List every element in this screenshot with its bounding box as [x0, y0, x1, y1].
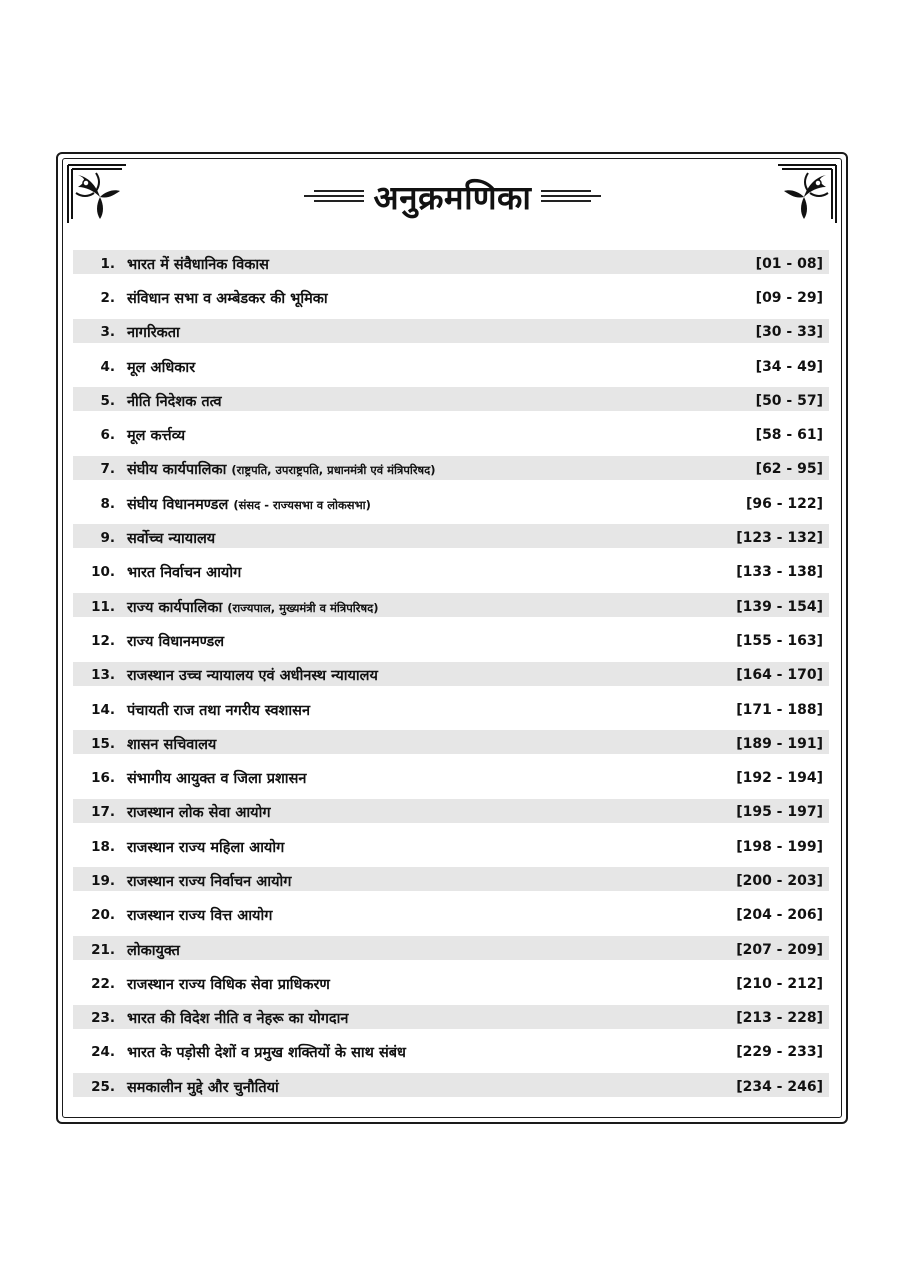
toc-row [73, 694, 829, 728]
chapter-title-main: शासन सचिवालय [127, 736, 217, 753]
chapter-title [127, 734, 216, 754]
page-range: [01 - 08] [755, 255, 823, 272]
chapter-title [127, 700, 310, 720]
page-range: [164 - 170] [736, 667, 823, 684]
chapter-title-main: राजस्थान राज्य निर्वाचन आयोग [127, 873, 292, 890]
chapter-number: 25. [91, 1078, 115, 1095]
chapter-number: 14. [91, 701, 115, 718]
toc-row [73, 351, 829, 385]
chapter-title-main: लोकायुक्त [127, 942, 180, 959]
chapter-title [127, 837, 284, 857]
chapter-number: 11. [91, 598, 115, 615]
toc-row [73, 1037, 829, 1071]
toc-row [73, 968, 829, 1002]
page-range: [123 - 132] [736, 530, 823, 547]
chapter-title [127, 631, 224, 651]
toc-row [73, 797, 829, 831]
chapter-title [127, 357, 195, 377]
toc-row [73, 317, 829, 351]
page-range: [155 - 163] [736, 632, 823, 649]
chapter-number: 4. [100, 358, 115, 375]
title-rule-right [541, 190, 601, 202]
chapter-number: 8. [100, 495, 115, 512]
chapter-title [127, 391, 222, 411]
chapter-title [127, 871, 291, 891]
toc-row [73, 454, 829, 488]
chapter-number: 16. [91, 770, 115, 787]
toc-row [73, 522, 829, 556]
page-title: अनुक्रमणिका [373, 177, 532, 217]
chapter-title [127, 665, 378, 685]
page-range: [58 - 61] [755, 427, 823, 444]
row-shading [73, 319, 829, 343]
chapter-title [127, 1008, 348, 1028]
chapter-number: 17. [91, 804, 115, 821]
chapter-title-main: नागरिकता [127, 325, 180, 342]
chapter-title-main: राजस्थान लोक सेवा आयोग [127, 805, 271, 822]
page-range: [30 - 33] [755, 324, 823, 341]
chapter-number: 13. [91, 667, 115, 684]
chapter-title-main: भारत की विदेश नीति व नेहरू का योगदान [127, 1011, 349, 1028]
chapter-title [127, 905, 272, 925]
table-of-contents [73, 248, 829, 1105]
toc-row [73, 660, 829, 694]
chapter-title-main: संविधान सभा व अम्बेडकर की भूमिका [127, 290, 328, 307]
page-range: [34 - 49] [755, 358, 823, 375]
chapter-title [127, 562, 241, 582]
toc-row [73, 900, 829, 934]
chapter-title-main: राजस्थान राज्य महिला आयोग [127, 839, 285, 856]
page-range: [213 - 228] [736, 1010, 823, 1027]
chapter-title-main: सर्वोच्च न्यायालय [127, 531, 216, 548]
page-range: [200 - 203] [736, 872, 823, 889]
chapter-title [127, 494, 371, 514]
chapter-number: 22. [91, 975, 115, 992]
chapter-number: 5. [100, 392, 115, 409]
toc-row [73, 1071, 829, 1105]
page-range: [210 - 212] [736, 975, 823, 992]
chapter-number: 24. [91, 1044, 115, 1061]
page-range: [139 - 154] [736, 598, 823, 615]
toc-row [73, 625, 829, 659]
chapter-title [127, 254, 269, 274]
chapter-title-main: संभागीय आयुक्त व जिला प्रशासन [127, 771, 307, 788]
toc-row [73, 762, 829, 796]
page-range: [50 - 57] [755, 392, 823, 409]
chapter-title-main: संघीय कार्यपालिका [127, 462, 227, 479]
chapter-number: 6. [100, 427, 115, 444]
chapter-title [127, 597, 378, 617]
page-range: [133 - 138] [736, 564, 823, 581]
chapter-title [127, 1042, 406, 1062]
chapter-title [127, 459, 436, 479]
toc-row [73, 591, 829, 625]
toc-row [73, 728, 829, 762]
toc-row [73, 934, 829, 968]
chapter-title [127, 1077, 279, 1097]
chapter-title-main: राजस्थान राज्य विधिक सेवा प्राधिकरण [127, 976, 330, 993]
toc-row [73, 385, 829, 419]
chapter-title [127, 528, 215, 548]
page-range: [204 - 206] [736, 907, 823, 924]
row-shading [73, 421, 829, 445]
chapter-title-main: भारत के पड़ोसी देशों व प्रमुख शक्तियों के साथ संबंध [127, 1045, 406, 1062]
chapter-title-main: राजस्थान उच्च न्यायालय एवं अधीनस्थ न्यायालय [127, 668, 378, 685]
page-range: [62 - 95] [755, 461, 823, 478]
chapter-number: 7. [100, 461, 115, 478]
chapter-number: 19. [91, 872, 115, 889]
chapter-number: 12. [91, 632, 115, 649]
toc-row [73, 419, 829, 453]
page-range: [198 - 199] [736, 838, 823, 855]
toc-row [73, 248, 829, 282]
page-range: [09 - 29] [755, 289, 823, 306]
chapter-title [127, 425, 185, 445]
page-range: [192 - 194] [736, 770, 823, 787]
chapter-title-main: राज्य विधानमण्डल [127, 633, 225, 650]
page-range: [189 - 191] [736, 735, 823, 752]
chapter-title-main: संघीय विधानमण्डल [127, 496, 229, 513]
chapter-title-main: राज्य कार्यपालिका [127, 599, 223, 616]
chapter-number: 10. [91, 564, 115, 581]
chapter-number: 23. [91, 1010, 115, 1027]
toc-row [73, 831, 829, 865]
chapter-subtitle: (राज्यपाल, मुख्यमंत्री व मंत्रिपरिषद) [227, 600, 379, 615]
chapter-title [127, 802, 271, 822]
toc-row [73, 488, 829, 522]
chapter-subtitle: (राष्ट्रपति, उपराष्ट्रपति, प्रधानमंत्री एवं मंत्रिपरिषद) [231, 463, 436, 478]
chapter-title-main: मूल कर्त्तव्य [127, 428, 186, 445]
chapter-number: 15. [91, 735, 115, 752]
page-range: [171 - 188] [736, 701, 823, 718]
chapter-title [127, 974, 330, 994]
chapter-title [127, 768, 306, 788]
chapter-title-main: पंचायती राज तथा नगरीय स्वशासन [127, 702, 311, 719]
toc-row [73, 282, 829, 316]
chapter-number: 21. [91, 941, 115, 958]
chapter-number: 1. [100, 255, 115, 272]
chapter-title-main: भारत में संवैधानिक विकास [127, 256, 269, 273]
chapter-title-main: मूल अधिकार [127, 359, 196, 376]
chapter-number: 9. [100, 530, 115, 547]
chapter-title-main: भारत निर्वाचन आयोग [127, 565, 242, 582]
chapter-number: 2. [100, 289, 115, 306]
toc-row [73, 557, 829, 591]
chapter-title [127, 322, 180, 342]
chapter-title [127, 940, 180, 960]
chapter-title-main: राजस्थान राज्य वित्त आयोग [127, 908, 273, 925]
page-range: [234 - 246] [736, 1078, 823, 1095]
page-range: [207 - 209] [736, 941, 823, 958]
page-range: [96 - 122] [745, 495, 823, 512]
page-range: [229 - 233] [736, 1044, 823, 1061]
chapter-number: 18. [91, 838, 115, 855]
chapter-title-main: समकालीन मुद्दे और चुनौतियां [127, 1079, 279, 1096]
toc-row [73, 1003, 829, 1037]
toc-row [73, 865, 829, 899]
heading [0, 168, 905, 224]
chapter-subtitle: (संसद - राज्यसभा व लोकसभा) [233, 497, 371, 512]
chapter-number: 3. [100, 324, 115, 341]
page-range: [195 - 197] [736, 804, 823, 821]
chapter-title [127, 288, 328, 308]
chapter-number: 20. [91, 907, 115, 924]
title-rule-left [304, 190, 364, 202]
row-shading [73, 936, 829, 960]
chapter-title-main: नीति निदेशक तत्व [127, 393, 222, 410]
